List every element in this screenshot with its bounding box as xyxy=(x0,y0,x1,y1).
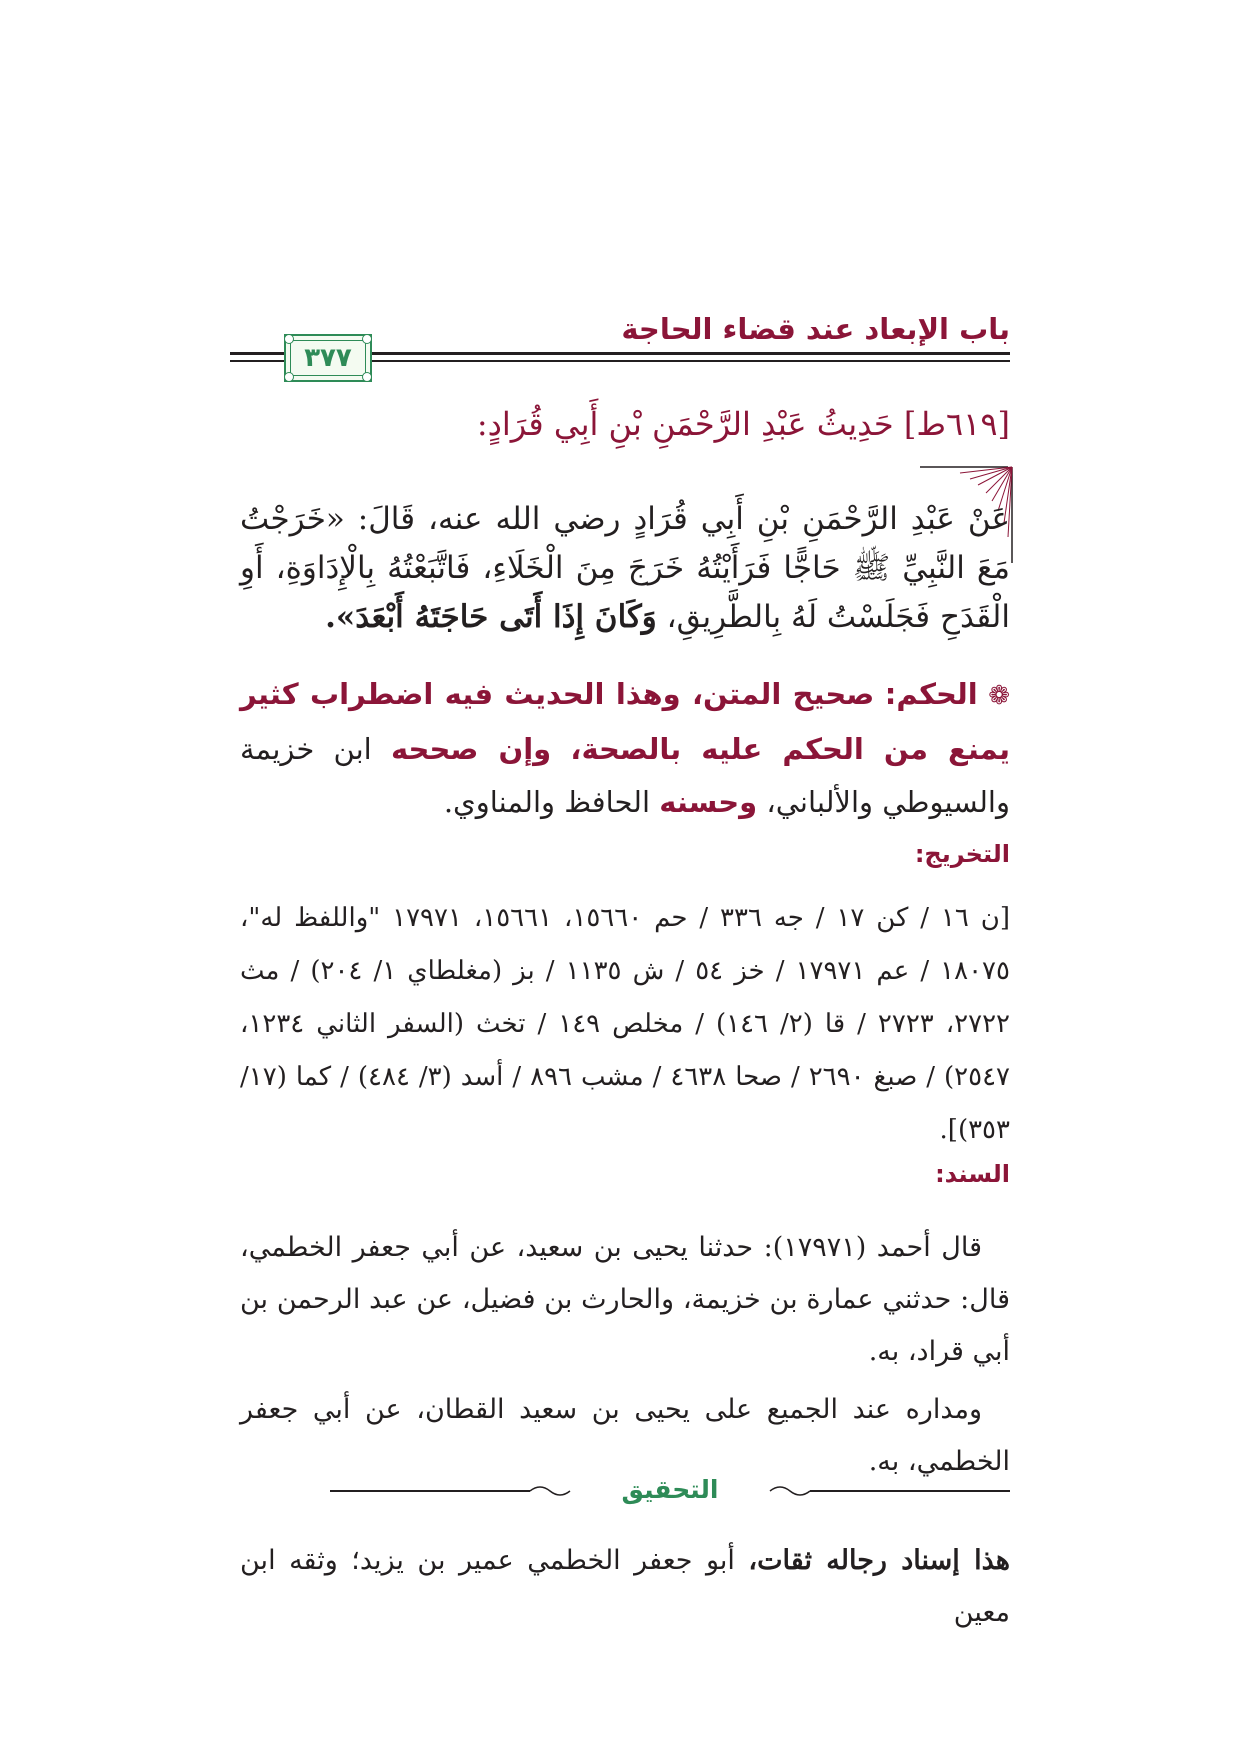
madar-text xyxy=(240,1384,1010,1488)
header-rule-left-top xyxy=(230,352,284,355)
hadith-body: عَنْ عَبْدِ الرَّحْمَنِ بْنِ أَبِي قُرَادٍ رضي الله عنه، قَالَ: «خَرَجْتُ مَعَ النَّبِيِّ ﷺ حَاجًّا فَرَأَيْتُهُ خَرَجَ مِنَ الْخَلَاءِ، فَاتَّبَعْتُهُ بِالْإِدَاوَةِ، أَوِ الْقَدَحِ فَجَلَسْتُ لَهُ بِالطَّرِيقِ، xyxy=(240,501,1010,635)
page-number-frame xyxy=(284,334,372,382)
takhrij-text: [ن ١٦ / كن ١٧ / جه ٣٣٦ / حم ١٥٦٦٠، ١٥٦٦١، ١٧٩٧١ "واللفظ له"، ١٨٠٧٥ / عم ١٧٩٧١ / خز ٥٤ / ش ١١٣٥ / بز (مغلطاي ١/ ٢٠٤) / مث ٢٧٢٢، ٢٧٢٣ / قا (٢/ ١٤٦) / مخلص ١٤٩ / تخث (السفر الثاني ١٢٣٤، ٢٥٤٧) / صبغ ٢٦٩٠ / صحا ٤٦٣٨ / مشب ٨٩٦ / أسد (٣/ ٤٨٤) / كما (١٧/ ٣٥٣)]. xyxy=(240,903,1011,1145)
tahqiq-divider xyxy=(330,1475,1010,1505)
chapter-title: باب الإبعاد عند قضاء الحاجة xyxy=(621,312,1010,346)
tahqiq-title: التحقيق xyxy=(621,1475,719,1504)
hadith-bold-ending: وَكَانَ إِذَا أَتَى حَاجَتَهُ أَبْعَدَ». xyxy=(325,599,657,635)
header-rule-top xyxy=(372,352,1010,355)
sanad-body: قال أحمد (١٧٩٧١): حدثنا يحيى بن سعيد، عن أبي جعفر الخطمي، قال: حدثني عمارة بن خزيمة، والحارث بن فضيل، عن عبد الرحمن بن أبي قراد، به. xyxy=(240,1232,1010,1367)
sanad-label: السند: xyxy=(935,1160,1010,1188)
ruling-paragraph xyxy=(240,668,1010,829)
header-rule-bottom xyxy=(372,360,1010,362)
madar-body: ومداره عند الجميع على يحيى بن سعيد القطان، عن أبي جعفر الخطمي، به. xyxy=(240,1394,1010,1477)
flower-icon: ❁ xyxy=(988,681,1011,711)
ruling-normal-text-2: الحافظ والمناوي. xyxy=(443,785,651,819)
tahqiq-body: أبو جعفر الخطمي عمير بن يزيد؛ وثقه ابن معين xyxy=(240,1545,1010,1628)
takhrij-label: التخريج: xyxy=(914,840,1010,868)
page-number: ٣٧٧ xyxy=(304,343,352,373)
header-rule-left-bottom xyxy=(230,360,284,362)
tahqiq-text xyxy=(240,1535,1010,1639)
ruling-bold-text: صحيح المتن، وهذا الحديث فيه اضطراب كثير يمنع من الحكم عليه بالصحة، xyxy=(240,677,1010,766)
hadith-text xyxy=(240,495,1010,642)
hadith-heading: [٦١٩ط] حَدِيثُ عَبْدِ الرَّحْمَنِ بْنِ أَبِي قُرَادٍ: xyxy=(476,405,1010,443)
sanad-text xyxy=(240,1222,1010,1378)
ruling-bold-text-2: وإن صححه xyxy=(390,732,552,766)
ruling-normal-text: ابن خزيمة والسيوطي والألباني، xyxy=(240,732,1010,819)
ruling-bold-text-3: وحسنه xyxy=(659,785,758,819)
tahqiq-bold-start: هذا إسناد رجاله ثقات، xyxy=(748,1545,1010,1576)
ruling-label: الحكم: xyxy=(884,677,978,711)
